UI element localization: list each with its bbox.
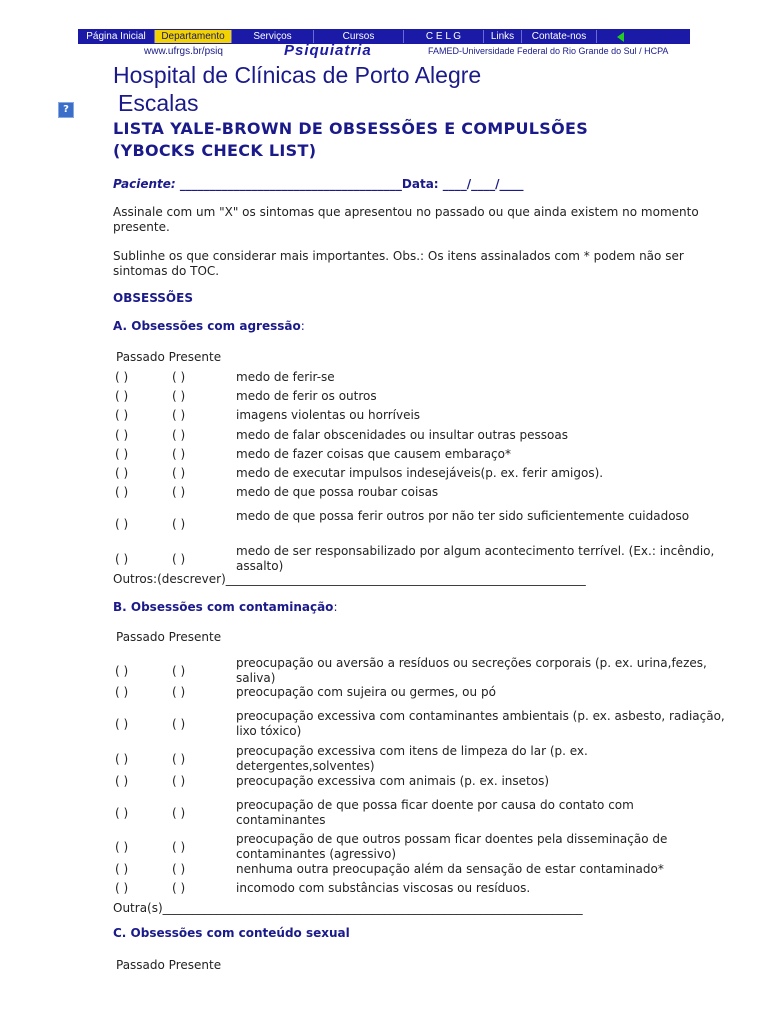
checklist-row bbox=[113, 485, 728, 500]
checklist-row bbox=[113, 408, 728, 423]
symptom-text: medo de que possa ferir outros por não ter sido suficientemente cuidadoso bbox=[236, 509, 690, 523]
patient-blank: _____________________________________ bbox=[175, 177, 402, 191]
presente-checkbox[interactable]: ( ) bbox=[172, 717, 186, 731]
instruction-paragraph-2: Sublinhe os que considerar mais importantes. Obs.: Os itens assinalados com * podem não ser sintomas do TOC. bbox=[113, 249, 684, 278]
section-b-label: B. Obsessões com contaminação bbox=[113, 600, 334, 614]
passado-checkbox[interactable]: ( ) bbox=[115, 717, 129, 731]
passado-checkbox[interactable]: ( ) bbox=[115, 840, 129, 854]
sub-header bbox=[78, 44, 690, 60]
passado-checkbox[interactable]: ( ) bbox=[115, 428, 129, 442]
section-a-heading bbox=[113, 319, 305, 333]
passado-checkbox[interactable]: ( ) bbox=[115, 485, 129, 499]
nav-item-5[interactable]: Links bbox=[484, 30, 522, 43]
presente-checkbox[interactable]: ( ) bbox=[172, 552, 186, 566]
date-blank: ____/____/____ bbox=[438, 177, 524, 191]
checklist-row bbox=[113, 428, 728, 443]
symptom-text: medo de que possa roubar coisas bbox=[236, 485, 439, 499]
passado-checkbox[interactable]: ( ) bbox=[115, 447, 129, 461]
symptom-text: preocupação de que possa ficar doente por causa do contato com contaminantes bbox=[236, 798, 634, 827]
presente-checkbox[interactable]: ( ) bbox=[172, 485, 186, 499]
checklist-row bbox=[113, 466, 728, 481]
document-title-line2: (YBOCKS CHECK LIST) bbox=[113, 141, 317, 160]
passado-checkbox[interactable]: ( ) bbox=[115, 862, 129, 876]
passado-checkbox[interactable]: ( ) bbox=[115, 466, 129, 480]
checklist-row bbox=[113, 774, 728, 789]
presente-checkbox[interactable]: ( ) bbox=[172, 752, 186, 766]
section-a-column-header: Passado Presente bbox=[116, 350, 222, 364]
symptom-text: imagens violentas ou horríveis bbox=[236, 408, 421, 422]
presente-checkbox[interactable]: ( ) bbox=[172, 840, 186, 854]
checklist-row bbox=[113, 744, 728, 776]
presente-checkbox[interactable]: ( ) bbox=[172, 370, 186, 384]
passado-checkbox[interactable]: ( ) bbox=[115, 685, 129, 699]
symptom-text: preocupação excessiva com itens de limpeza do lar (p. ex. detergentes,solventes) bbox=[236, 744, 588, 773]
passado-checkbox[interactable]: ( ) bbox=[115, 752, 129, 766]
section-c-column-header: Passado Presente bbox=[116, 958, 222, 972]
passado-checkbox[interactable]: ( ) bbox=[115, 370, 129, 384]
psiquiatria-logo[interactable]: Psiquiatria bbox=[284, 42, 372, 59]
instruction-paragraph-1: Assinale com um "X" os sintomas que apresentou no passado ou que ainda existem no momento presente. bbox=[113, 205, 699, 234]
section-a-label: A. Obsessões com agressão bbox=[113, 319, 301, 333]
passado-checkbox[interactable]: ( ) bbox=[115, 806, 129, 820]
presente-checkbox[interactable]: ( ) bbox=[172, 774, 186, 788]
document-title-line1: LISTA YALE-BROWN DE OBSESSÕES E COMPULSÕES bbox=[113, 119, 589, 138]
nav-item-3[interactable]: Cursos bbox=[314, 30, 404, 43]
checklist-row bbox=[113, 832, 728, 864]
presente-checkbox[interactable]: ( ) bbox=[172, 685, 186, 699]
nav-item-4[interactable]: C E L G bbox=[404, 30, 484, 43]
presente-checkbox[interactable]: ( ) bbox=[172, 806, 186, 820]
presente-checkbox[interactable]: ( ) bbox=[172, 862, 186, 876]
checklist-row bbox=[113, 709, 728, 741]
checklist-row bbox=[113, 685, 728, 700]
passado-checkbox[interactable]: ( ) bbox=[115, 517, 129, 531]
section-c-heading: C. Obsessões com conteúdo sexual bbox=[113, 926, 350, 940]
passado-checkbox[interactable]: ( ) bbox=[115, 552, 129, 566]
nav-item-6[interactable]: Contate-nos bbox=[522, 30, 597, 43]
checklist-row bbox=[113, 389, 728, 404]
section-b-heading bbox=[113, 600, 337, 614]
checklist-row bbox=[113, 447, 728, 462]
passado-checkbox[interactable]: ( ) bbox=[115, 774, 129, 788]
checklist-row bbox=[113, 862, 728, 877]
presente-checkbox[interactable]: ( ) bbox=[172, 447, 186, 461]
presente-checkbox[interactable]: ( ) bbox=[172, 881, 186, 895]
site-url-link[interactable]: www.ufrgs.br/psiq bbox=[144, 46, 223, 57]
obsessions-heading: OBSESSÕES bbox=[113, 291, 193, 305]
symptom-text: medo de ser responsabilizado por algum acontecimento terrível. (Ex.: incêndio, assalto) bbox=[236, 544, 715, 573]
presente-checkbox[interactable]: ( ) bbox=[172, 466, 186, 480]
site-title: Hospital de Clínicas de Porto Alegre bbox=[113, 62, 482, 88]
patient-line bbox=[113, 177, 524, 191]
passado-checkbox[interactable]: ( ) bbox=[115, 389, 129, 403]
nav-item-1[interactable]: Departamento bbox=[155, 30, 232, 43]
section-b-colon: : bbox=[333, 600, 338, 614]
passado-checkbox[interactable]: ( ) bbox=[115, 881, 129, 895]
checklist-row bbox=[113, 656, 728, 688]
presente-checkbox[interactable]: ( ) bbox=[172, 664, 186, 678]
symptom-text: preocupação excessiva com animais (p. ex. insetos) bbox=[236, 774, 550, 788]
symptom-text: medo de falar obscenidades ou insultar outras pessoas bbox=[236, 428, 568, 442]
checklist-row bbox=[113, 370, 728, 385]
date-label: Data: bbox=[401, 177, 439, 191]
checklist-row bbox=[113, 509, 728, 541]
back-arrow-icon[interactable] bbox=[597, 30, 643, 43]
section-a-other: Outros:(descrever)____________________________________________________________ bbox=[113, 572, 586, 586]
symptom-text: preocupação ou aversão a resíduos ou secreções corporais (p. ex. urina,fezes, saliva) bbox=[236, 656, 707, 685]
famed-link[interactable]: FAMED-Universidade Federal do Rio Grande do Sul / HCPA bbox=[428, 46, 669, 56]
symptom-text: preocupação com sujeira ou germes, ou pó bbox=[236, 685, 496, 699]
nav-item-2[interactable]: Serviços bbox=[232, 30, 314, 43]
help-icon[interactable]: ? bbox=[58, 102, 74, 118]
section-a-colon: : bbox=[300, 319, 305, 333]
presente-checkbox[interactable]: ( ) bbox=[172, 389, 186, 403]
passado-checkbox[interactable]: ( ) bbox=[115, 408, 129, 422]
symptom-text: nenhuma outra preocupação além da sensação de estar contaminado* bbox=[236, 862, 664, 876]
site-subtitle: Escalas bbox=[118, 90, 199, 116]
presente-checkbox[interactable]: ( ) bbox=[172, 428, 186, 442]
passado-checkbox[interactable]: ( ) bbox=[115, 664, 129, 678]
nav-item-0[interactable]: Página Inicial bbox=[78, 30, 155, 43]
symptom-text: medo de fazer coisas que causem embaraço* bbox=[236, 447, 511, 461]
top-nav-bar bbox=[78, 29, 690, 44]
presente-checkbox[interactable]: ( ) bbox=[172, 408, 186, 422]
symptom-text: preocupação excessiva com contaminantes ambientais (p. ex. asbesto, radiação, lixo tóxico) bbox=[236, 709, 725, 738]
symptom-text: incomodo com substâncias viscosas ou resíduos. bbox=[236, 881, 531, 895]
checklist-row bbox=[113, 881, 728, 896]
section-b-other: Outra(s)______________________________________________________________________ bbox=[113, 901, 583, 915]
symptom-text: medo de ferir-se bbox=[236, 370, 335, 384]
section-b-column-header: Passado Presente bbox=[116, 630, 222, 644]
symptom-text: medo de ferir os outros bbox=[236, 389, 377, 403]
symptom-text: medo de executar impulsos indesejáveis(p. ex. ferir amigos). bbox=[236, 466, 604, 480]
symptom-text: preocupação de que outros possam ficar doentes pela disseminação de contaminantes (agressivo) bbox=[236, 832, 668, 861]
document-title bbox=[113, 118, 588, 162]
checklist-row bbox=[113, 798, 728, 830]
presente-checkbox[interactable]: ( ) bbox=[172, 517, 186, 531]
patient-label: Paciente: bbox=[113, 177, 176, 191]
